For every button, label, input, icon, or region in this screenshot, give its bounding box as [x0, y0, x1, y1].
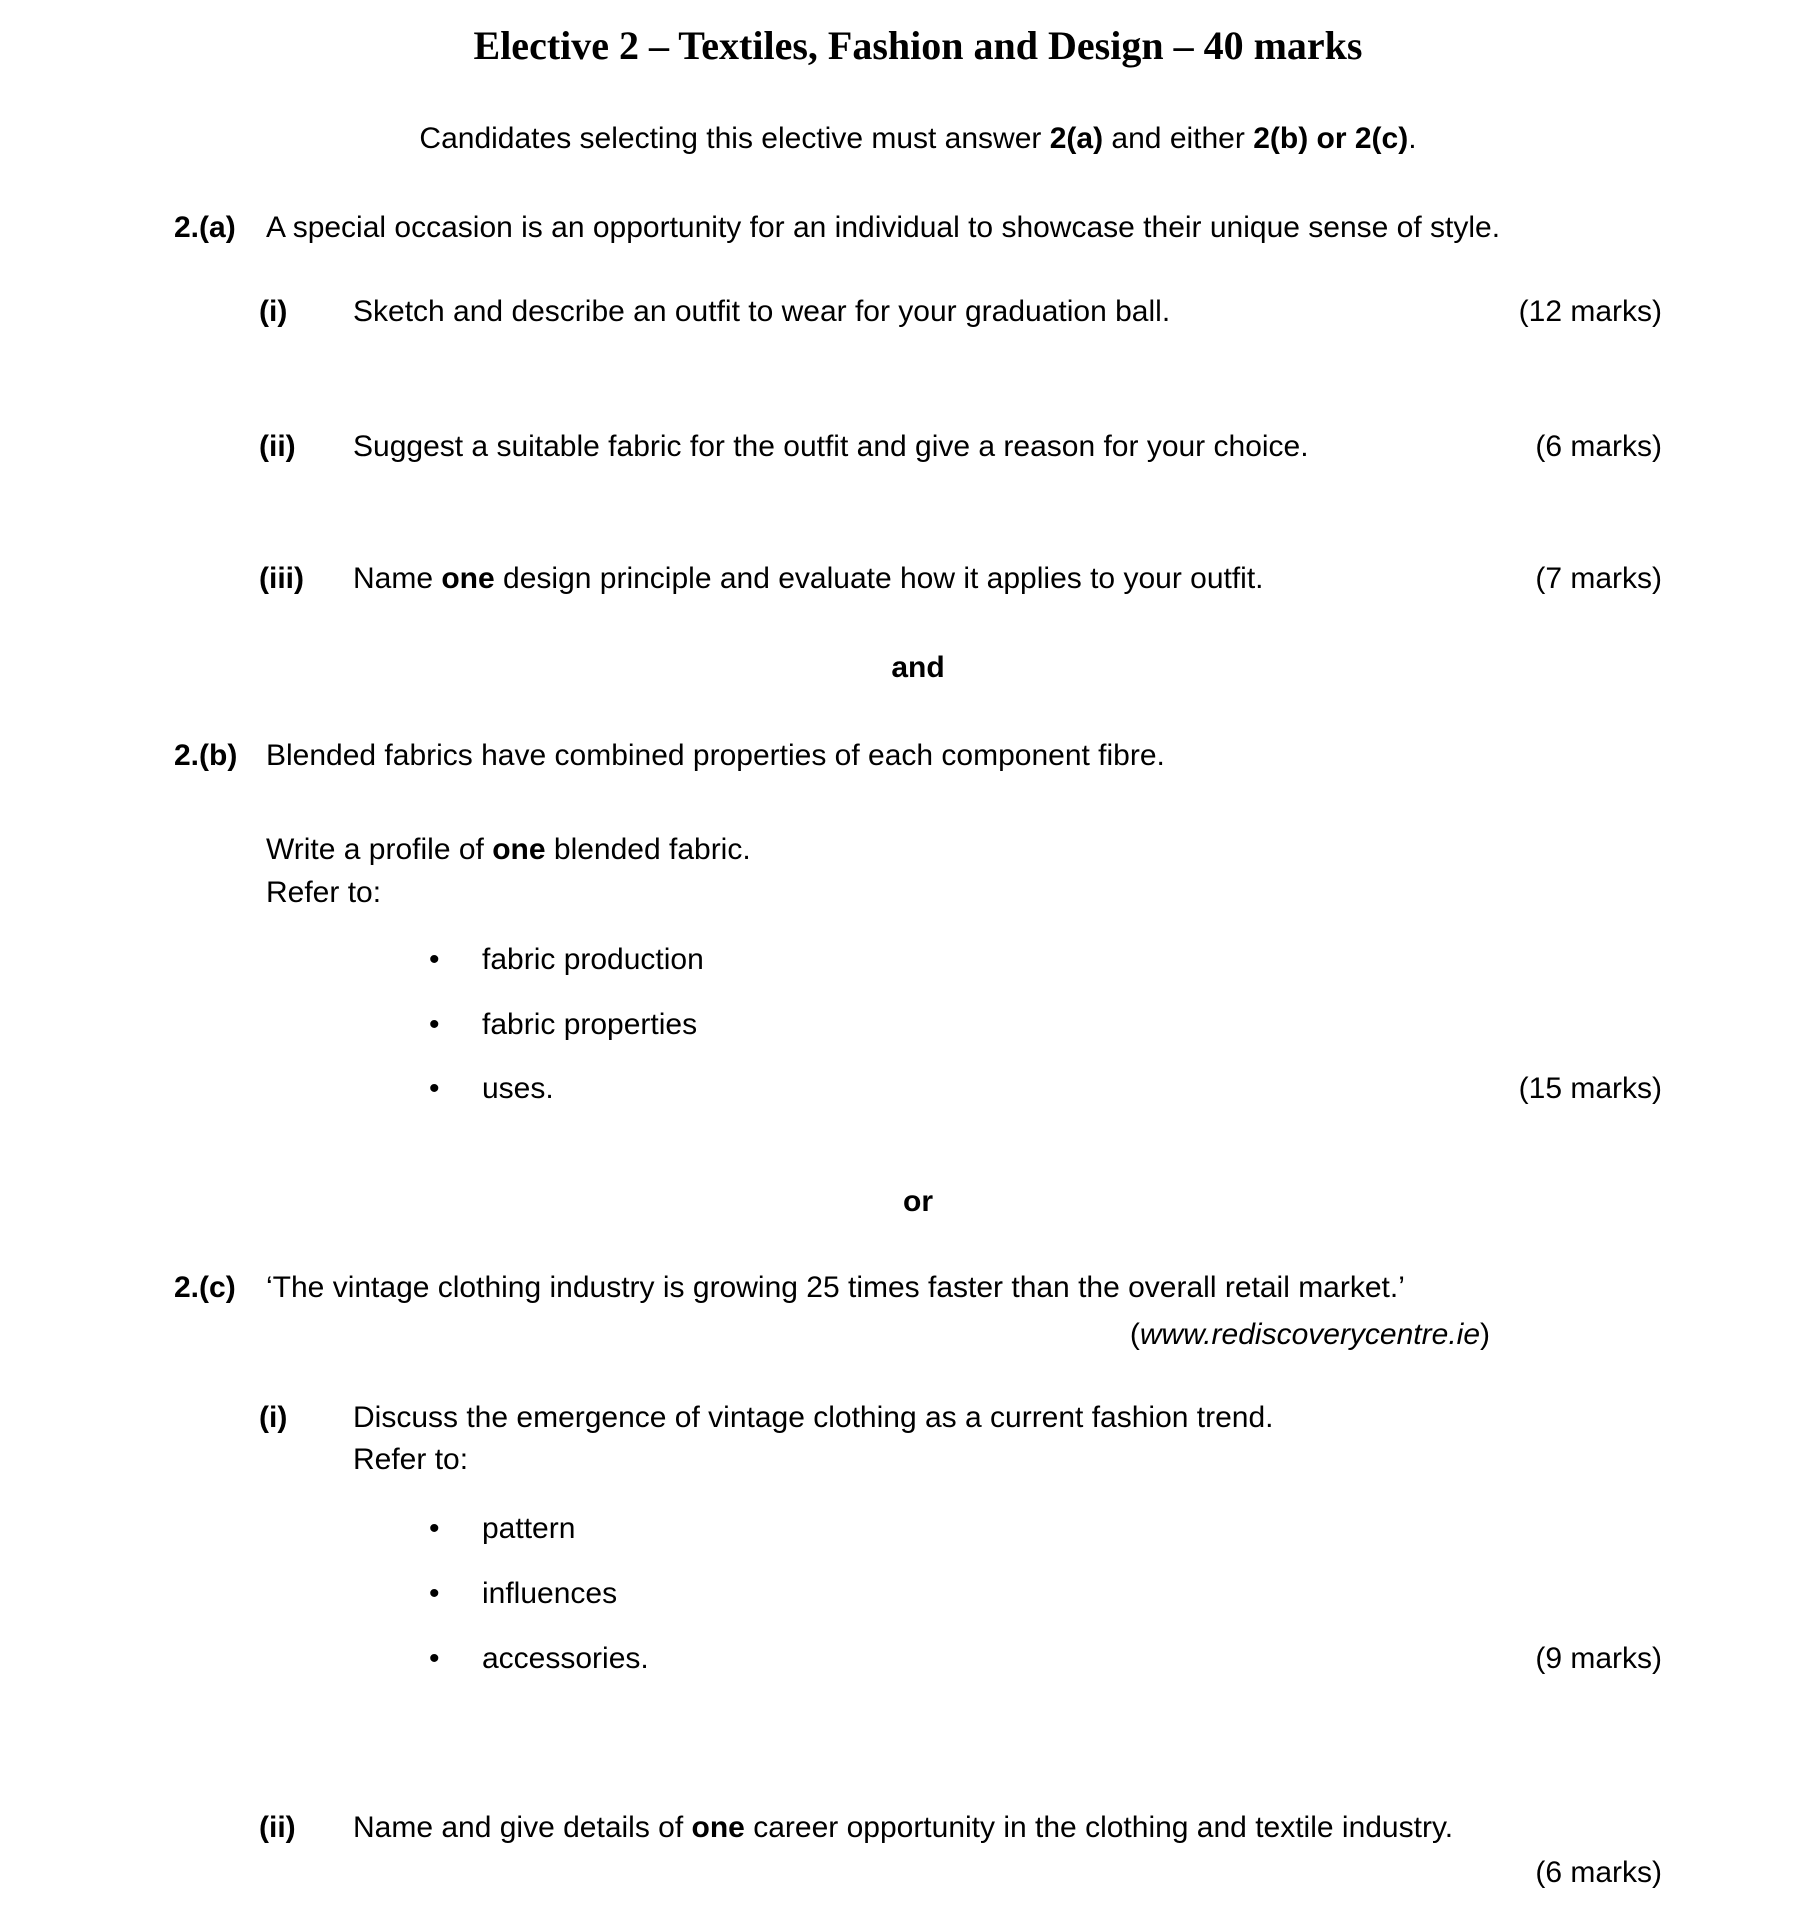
question-2a-iii: [174, 559, 1662, 598]
bullet-icon: •: [429, 1072, 440, 1105]
question-2b-refer: [174, 873, 1662, 912]
question-2c-ii-text-bold: one: [691, 1811, 745, 1844]
question-2b-refer-text: Refer to:: [266, 876, 382, 909]
question-2c-i-bullet-2-text: influences: [482, 1577, 618, 1610]
question-2b-bullet-2: [174, 1005, 1662, 1044]
question-2b-profile: [174, 830, 1662, 869]
question-2b-bullet-3: [174, 1069, 1662, 1108]
question-2a-ii-marks: (6 marks): [1535, 430, 1662, 463]
bullet-icon: •: [429, 1512, 440, 1545]
candidates-instruction: [174, 119, 1662, 158]
question-2c-ii: [174, 1808, 1662, 1847]
question-2b-bullet-1-text: fabric production: [482, 943, 704, 976]
question-2b-profile-bold: one: [492, 833, 546, 866]
question-2c-quote: ‘The vintage clothing industry is growing 25 times faster than the overall retail market.’: [266, 1271, 1405, 1304]
question-2a: [174, 208, 1662, 247]
question-2a-iii-text-bold: one: [441, 562, 495, 595]
question-2a-ii: [174, 427, 1662, 466]
question-2a-iii-text-pre: Name: [353, 562, 442, 595]
question-2a-ii-number: (ii): [259, 430, 296, 463]
question-2c-ii-text-pre: Name and give details of: [353, 1811, 692, 1844]
question-2a-ii-text: Suggest a suitable fabric for the outfit and give a reason for your choice.: [353, 430, 1309, 463]
question-2b-marks: (15 marks): [1518, 1072, 1662, 1105]
question-2a-text: A special occasion is an opportunity for an individual to showcase their unique sense of style.: [266, 211, 1501, 244]
question-2a-i: [174, 292, 1662, 331]
instruction-ref-2b-2c: 2(b) or 2(c): [1253, 122, 1409, 155]
page-title: [174, 20, 1662, 72]
question-2b-bullet-2-text: fabric properties: [482, 1008, 698, 1041]
question-2a-i-number: (i): [259, 295, 288, 328]
bullet-icon: •: [429, 1642, 440, 1675]
question-2c-i-number: (i): [259, 1401, 288, 1434]
question-2b-bullet-1: [174, 940, 1662, 979]
question-2c-i-marks: (9 marks): [1535, 1642, 1662, 1675]
question-2c-i-bullet-1-text: pattern: [482, 1512, 576, 1545]
question-2a-iii-text: [353, 559, 1662, 598]
question-2c-source-url: www.rediscoverycentre.ie: [1139, 1318, 1480, 1351]
question-2a-iii-number: (iii): [259, 562, 304, 595]
or-divider-text: or: [903, 1185, 933, 1218]
question-2c-i: [174, 1398, 1662, 1437]
or-divider: [174, 1182, 1662, 1221]
page-title-text: Elective 2 – Textiles, Fashion and Design – 40 marks: [473, 23, 1363, 68]
question-2c-label: 2.(c): [174, 1271, 236, 1304]
instruction-text: Candidates selecting this elective must answer: [419, 122, 1050, 155]
question-2c-source: [1130, 1315, 1490, 1354]
question-2a-iii-text-post: design principle and evaluate how it applies to your outfit.: [494, 562, 1264, 595]
question-2c-ii-marks: (6 marks): [1535, 1856, 1662, 1889]
instruction-ref-2a: 2(a): [1049, 122, 1104, 155]
question-2c: [174, 1268, 1662, 1307]
question-2c-i-bullet-3-text: accessories.: [482, 1642, 649, 1675]
question-2c-i-bullet-3: [174, 1639, 1662, 1678]
question-2a-i-text: Sketch and describe an outfit to wear for your graduation ball.: [353, 295, 1171, 328]
question-2c-i-bullet-1: [174, 1509, 1662, 1548]
question-2c-i-bullet-2: [174, 1574, 1662, 1613]
instruction-text-end: .: [1408, 122, 1417, 155]
question-2b-profile-text: [266, 830, 1662, 869]
question-2c-i-refer: [174, 1440, 1662, 1479]
and-divider-text: and: [891, 651, 945, 684]
and-divider: [174, 648, 1662, 687]
question-2c-ii-number: (ii): [259, 1811, 296, 1844]
question-2c-ii-text-post: career opportunity in the clothing and textile industry.: [744, 1811, 1454, 1844]
bullet-icon: •: [429, 1577, 440, 1610]
question-2c-source-paren-close: ): [1480, 1318, 1490, 1351]
bullet-icon: •: [429, 1008, 440, 1041]
bullet-icon: •: [429, 943, 440, 976]
question-2c-ii-text: [353, 1808, 1662, 1847]
question-2a-iii-marks: (7 marks): [1535, 562, 1662, 595]
question-2b-profile-pre: Write a profile of: [266, 833, 493, 866]
instruction-text-mid: and either: [1103, 122, 1254, 155]
question-2b: [174, 736, 1662, 775]
question-2b-bullet-3-text: uses.: [482, 1072, 554, 1105]
question-2c-source-paren-open: (: [1129, 1318, 1140, 1351]
question-2a-label: 2.(a): [174, 211, 236, 244]
question-2b-profile-post: blended fabric.: [545, 833, 751, 866]
question-2c-i-refer-text: Refer to:: [353, 1443, 469, 1476]
question-2b-label: 2.(b): [174, 739, 238, 772]
question-2c-i-text: Discuss the emergence of vintage clothing as a current fashion trend.: [353, 1401, 1274, 1434]
question-2b-text: Blended fabrics have combined properties of each component fibre.: [266, 739, 1165, 772]
question-2a-i-marks: (12 marks): [1518, 295, 1662, 328]
